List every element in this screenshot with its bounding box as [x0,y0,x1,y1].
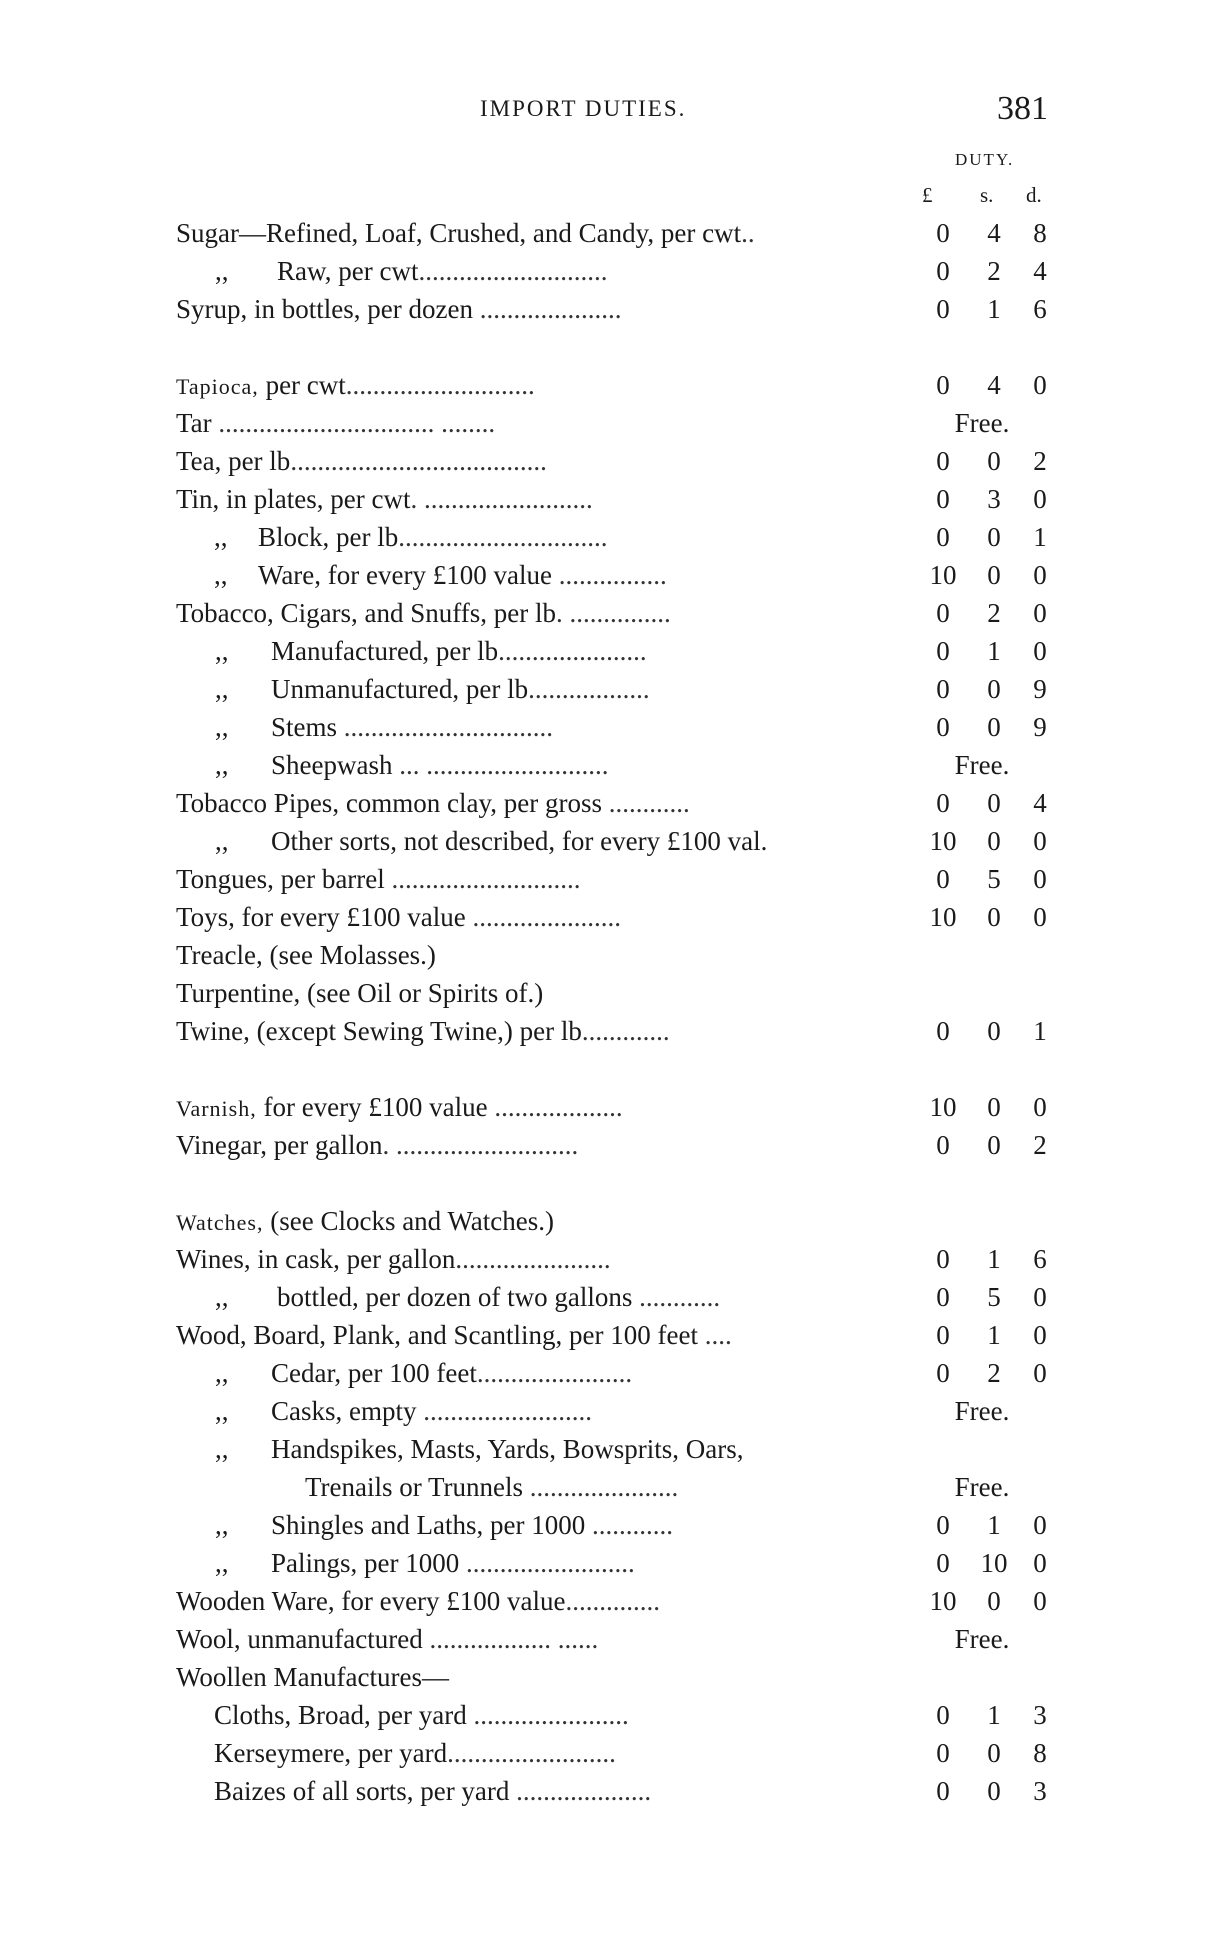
item-name: Syrup, in bottles, per dozen [176,294,473,324]
pence-value: 0 [1033,370,1047,400]
duty-row [0,518,1228,556]
duty-item-label [215,746,908,784]
pence-value: 1 [1033,522,1047,552]
duty-item-label [176,1088,908,1128]
item-name: Tea, per lb [176,446,291,476]
item-name: Cloths, Broad, per yard [214,1700,467,1730]
duty-item-label [214,1772,908,1810]
pence-value: 0 [1033,1510,1047,1540]
duty-item-label [214,1696,908,1734]
dot-leader: . ........................... [382,1130,579,1160]
duty-row [0,974,1228,1012]
duty-item-label [176,404,908,442]
duty-item-label [305,1468,908,1506]
pence-value: 0 [1033,560,1047,590]
duty-item-label [176,1658,908,1696]
ditto-mark: ,, [215,674,229,704]
item-name: Toys, for every £100 value [176,902,466,932]
duty-item-label [214,556,908,594]
item-name: Tobacco, Cigars, and Snuffs, per lb [176,598,557,628]
duty-row [0,1316,1228,1354]
dot-leader: ............................... [398,522,608,552]
shillings-value: 5 [987,1282,1001,1312]
dot-leader: ......................... [447,1738,616,1768]
item-name: Sugar—Refined, Loaf, Crushed, and Candy, per cwt [176,218,742,248]
shillings-value: 1 [987,294,1001,324]
duty-row [0,1582,1228,1620]
duty-row [0,366,1228,404]
ditto-mark: ,, [215,750,229,780]
duty-item-label [215,822,908,860]
dot-leader: ... ........................... [392,750,609,780]
pence-value: 6 [1033,1244,1047,1274]
page-number: 381 [997,90,1048,127]
dot-leader: .... [697,1320,732,1350]
ditto-mark: ,, [215,256,229,286]
item-name: Treacle, (see Molasses.) [176,940,436,970]
shillings-column-heading: s. [980,183,994,207]
duty-row [0,442,1228,480]
pounds-value: 0 [936,446,950,476]
pounds-value: 0 [936,256,950,286]
pounds-value: 0 [936,1738,950,1768]
pounds-value: 0 [936,1510,950,1540]
duty-row [0,860,1228,898]
running-title: IMPORT DUTIES. [480,96,687,121]
item-name: bottled, per dozen of two gallons [277,1282,633,1312]
dot-leader: ................ [551,560,667,590]
pence-value: 8 [1033,218,1047,248]
pounds-value: 0 [936,370,950,400]
pounds-value: 0 [936,598,950,628]
shillings-value: 1 [987,636,1001,666]
item-name: Wool, unmanufactured [176,1624,423,1654]
pence-column-heading: d. [1026,183,1042,207]
duty-item-label [176,784,908,822]
duty-item-label [215,1392,908,1430]
duty-item-label [176,1202,908,1242]
duty-row [0,822,1228,860]
duty-row [0,1430,1228,1468]
duty-item-label [215,670,908,708]
duty-row [0,290,1228,328]
duty-row [0,670,1228,708]
pounds-value: 10 [929,560,957,590]
dot-leader: . ............... [556,598,671,628]
duty-row [0,746,1228,784]
shillings-value: 0 [987,902,1001,932]
ditto-mark: ,, [215,1396,229,1426]
ditto-mark: ,, [214,522,228,552]
shillings-value: 0 [987,522,1001,552]
item-name: Woollen Manufactures— [176,1662,449,1692]
pence-value: 8 [1033,1738,1047,1768]
shillings-value: 0 [987,674,1001,704]
pence-value: 0 [1033,1548,1047,1578]
duty-row [0,1126,1228,1164]
pounds-value: 0 [936,1016,950,1046]
pounds-value: 0 [936,1282,950,1312]
duty-item-label [176,1240,908,1278]
ditto-mark: ,, [215,826,229,856]
section-initial-word: Varnish, [176,1096,257,1121]
duty-row [0,708,1228,746]
dot-leader: ............. [581,1016,670,1046]
pence-value: 1 [1033,1016,1047,1046]
duty-item-label [215,1544,908,1582]
ditto-mark: ,, [215,712,229,742]
dot-leader: ................................ ........ [211,408,496,438]
duty-row [0,1696,1228,1734]
pounds-value: 0 [936,522,950,552]
free-duty-value: Free. [954,1396,1010,1426]
item-name: for every £100 value [256,1092,488,1122]
item-name: Kerseymere, per yard [214,1738,448,1768]
shillings-value: 0 [987,1776,1001,1806]
dot-leader: ................... [487,1092,623,1122]
shillings-value: 10 [980,1548,1008,1578]
pounds-value: 10 [929,902,957,932]
duty-item-label [176,1620,908,1658]
page-header [0,90,1228,130]
pence-value: 0 [1033,826,1047,856]
item-name: Casks, empty [271,1396,417,1426]
shillings-value: 0 [987,826,1001,856]
shillings-value: 1 [987,1510,1001,1540]
item-name: Wooden Ware, for every £100 value [176,1586,566,1616]
pence-value: 9 [1033,712,1047,742]
dot-leader: ............................ [418,256,608,286]
pence-value: 9 [1033,674,1047,704]
ditto-mark: ,, [215,1510,229,1540]
dot-leader: ....................... [455,1244,611,1274]
duty-row [0,1506,1228,1544]
pence-value: 0 [1033,902,1047,932]
item-name: Trenails or Trunnels [305,1472,524,1502]
duty-item-label [215,632,908,670]
item-name: Stems [271,712,338,742]
ditto-mark: ,, [215,636,229,666]
dot-leader: ............................... [337,712,554,742]
duty-item-label [176,442,908,480]
pounds-value: 0 [936,636,950,666]
item-name: Tobacco Pipes, common clay, per gross [176,788,603,818]
pence-value: 0 [1033,1586,1047,1616]
pounds-value: 0 [936,788,950,818]
duty-row [0,252,1228,290]
duty-row [0,594,1228,632]
pence-value: 0 [1033,484,1047,514]
pence-value: 2 [1033,1130,1047,1160]
dot-leader: .. [741,218,755,248]
dot-leader: ....................... [466,1700,629,1730]
duty-item-label [215,1506,908,1544]
duty-item-label [215,708,908,746]
pounds-value: 0 [936,1320,950,1350]
ditto-mark: ,, [215,1434,229,1464]
duty-item-label [176,366,908,406]
duty-item-label [214,1734,908,1772]
shillings-value: 0 [987,1738,1001,1768]
item-name: Wood, Board, Plank, and Scantling, per 100 feet [176,1320,698,1350]
duty-row [0,1278,1228,1316]
pounds-value: 0 [936,712,950,742]
duty-row [0,936,1228,974]
duty-row [0,1354,1228,1392]
duty-item-label [176,1582,908,1620]
duty-row [0,784,1228,822]
shillings-value: 0 [987,560,1001,590]
shillings-value: 2 [987,1358,1001,1388]
duty-row [0,1658,1228,1696]
pounds-value: 0 [936,674,950,704]
dot-leader: ...................... [465,902,622,932]
ditto-mark: ,, [215,1358,229,1388]
duty-row [0,1392,1228,1430]
duty-item-label [176,898,908,936]
duty-item-label [176,936,908,974]
pence-value: 4 [1033,788,1047,818]
item-name: Twine, (except Sewing Twine,) per lb [176,1016,582,1046]
item-name: Turpentine, (see Oil or Spirits of.) [176,978,544,1008]
duty-row [0,1202,1228,1240]
pounds-value: 0 [936,294,950,324]
pence-value: 6 [1033,294,1047,324]
duty-item-label [176,974,908,1012]
pence-value: 0 [1033,864,1047,894]
item-name: Palings, per 1000 [271,1548,460,1578]
duty-item-label [176,290,908,328]
dot-leader: .............. [565,1586,661,1616]
duty-item-label [176,1012,908,1050]
duty-row [0,898,1228,936]
pence-value: 0 [1033,1358,1047,1388]
shillings-value: 2 [987,598,1001,628]
ditto-mark: ,, [214,560,228,590]
duty-item-label [176,594,908,632]
pounds-value: 0 [936,1700,950,1730]
duty-row [0,1468,1228,1506]
pounds-value: 0 [936,864,950,894]
duty-row [0,1620,1228,1658]
item-name: Cedar, per 100 feet [271,1358,477,1388]
item-name: Handspikes, Masts, Yards, Bowsprits, Oars, [271,1434,744,1464]
dot-leader: ...................... [498,636,647,666]
duty-row [0,556,1228,594]
dot-leader: ...................... [523,1472,679,1502]
item-name: Tongues, per barrel [176,864,385,894]
shillings-value: 0 [987,712,1001,742]
duty-column-heading: DUTY. [955,150,1015,169]
duty-item-label [214,518,908,556]
pence-value: 0 [1033,1282,1047,1312]
shillings-value: 0 [987,1016,1001,1046]
duty-row [0,1734,1228,1772]
free-duty-value: Free. [954,1472,1010,1502]
duty-item-label [215,1430,908,1468]
shillings-value: 5 [987,864,1001,894]
item-name: Unmanufactured, per lb [271,674,529,704]
duty-item-label [215,252,908,290]
pounds-value: 0 [936,1776,950,1806]
pence-value: 3 [1033,1700,1047,1730]
shillings-value: 0 [987,1092,1001,1122]
ditto-mark: ,, [215,1282,229,1312]
item-name: (see Clocks and Watches.) [263,1206,554,1236]
shillings-value: 4 [987,370,1001,400]
pounds-value: 10 [929,1092,957,1122]
section-initial-word: Watches, [176,1210,264,1235]
shillings-value: 0 [987,788,1001,818]
duty-item-label [176,1316,908,1354]
item-name: Baizes of all sorts, per yard [214,1776,510,1806]
free-duty-value: Free. [954,408,1010,438]
dot-leader: ......................... [459,1548,635,1578]
duty-item-label [176,1126,908,1164]
duty-row [0,404,1228,442]
pounds-value: 0 [936,484,950,514]
duty-row [0,1544,1228,1582]
pence-value: 2 [1033,446,1047,476]
pounds-value: 10 [929,1586,957,1616]
shillings-value: 0 [987,1586,1001,1616]
item-name: per cwt [258,370,346,400]
item-name: Manufactured, per lb [271,636,499,666]
section-initial-word: Tapioca, [176,374,259,399]
duty-item-label [215,1354,908,1392]
item-name: Other sorts, not described, for every £100 val. [271,826,768,856]
duty-row [0,214,1228,252]
shillings-value: 0 [987,1130,1001,1160]
pounds-value: 0 [936,1244,950,1274]
dot-leader: ....................... [476,1358,633,1388]
pence-value: 0 [1033,1320,1047,1350]
pence-value: 4 [1033,256,1047,286]
pence-value: 0 [1033,636,1047,666]
duty-item-label [176,214,908,252]
duty-row [0,1012,1228,1050]
item-name: Raw, per cwt [277,256,419,286]
duty-item-label [176,860,908,898]
duty-row [0,1088,1228,1126]
dot-leader: .................... [509,1776,652,1806]
pounds-value: 0 [936,218,950,248]
shillings-value: 3 [987,484,1001,514]
duty-row [0,480,1228,518]
duty-item-label [215,1278,908,1316]
shillings-value: 1 [987,1244,1001,1274]
pounds-value: 0 [936,1358,950,1388]
dot-leader: ............................ [384,864,581,894]
pounds-value: 0 [936,1130,950,1160]
pence-value: 3 [1033,1776,1047,1806]
item-name: Vinegar, per gallon [176,1130,383,1160]
pounds-column-heading: £ [922,183,933,207]
pounds-value: 0 [936,1548,950,1578]
item-name: Wines, in cask, per gallon [176,1244,456,1274]
free-duty-value: Free. [954,750,1010,780]
pounds-value: 10 [929,826,957,856]
shillings-value: 2 [987,256,1001,286]
dot-leader: ............................ [345,370,535,400]
pence-value: 0 [1033,1092,1047,1122]
dot-leader: ......................... [416,1396,592,1426]
dot-leader: ..................... [472,294,622,324]
duty-row [0,632,1228,670]
dot-leader: .................. [528,674,650,704]
item-name: Sheepwash [271,750,393,780]
dot-leader: . ......................... [410,484,593,514]
dot-leader: ...................................... [290,446,547,476]
free-duty-value: Free. [954,1624,1010,1654]
shillings-value: 4 [987,218,1001,248]
duty-item-label [176,480,908,518]
shillings-value: 1 [987,1700,1001,1730]
duty-row [0,1772,1228,1810]
ditto-mark: ,, [215,1548,229,1578]
pence-value: 0 [1033,598,1047,628]
item-name: Tar [176,408,212,438]
item-name: Tin, in plates, per cwt [176,484,411,514]
shillings-value: 0 [987,446,1001,476]
item-name: Block, per lb [258,522,399,552]
shillings-value: 1 [987,1320,1001,1350]
dot-leader: ............ [585,1510,673,1540]
item-name: Shingles and Laths, per 1000 [271,1510,586,1540]
dot-leader: ............ [632,1282,721,1312]
item-name: Ware, for every £100 value [258,560,552,590]
duty-row [0,1240,1228,1278]
dot-leader: ............ [602,788,690,818]
dot-leader: .................. ...... [422,1624,599,1654]
